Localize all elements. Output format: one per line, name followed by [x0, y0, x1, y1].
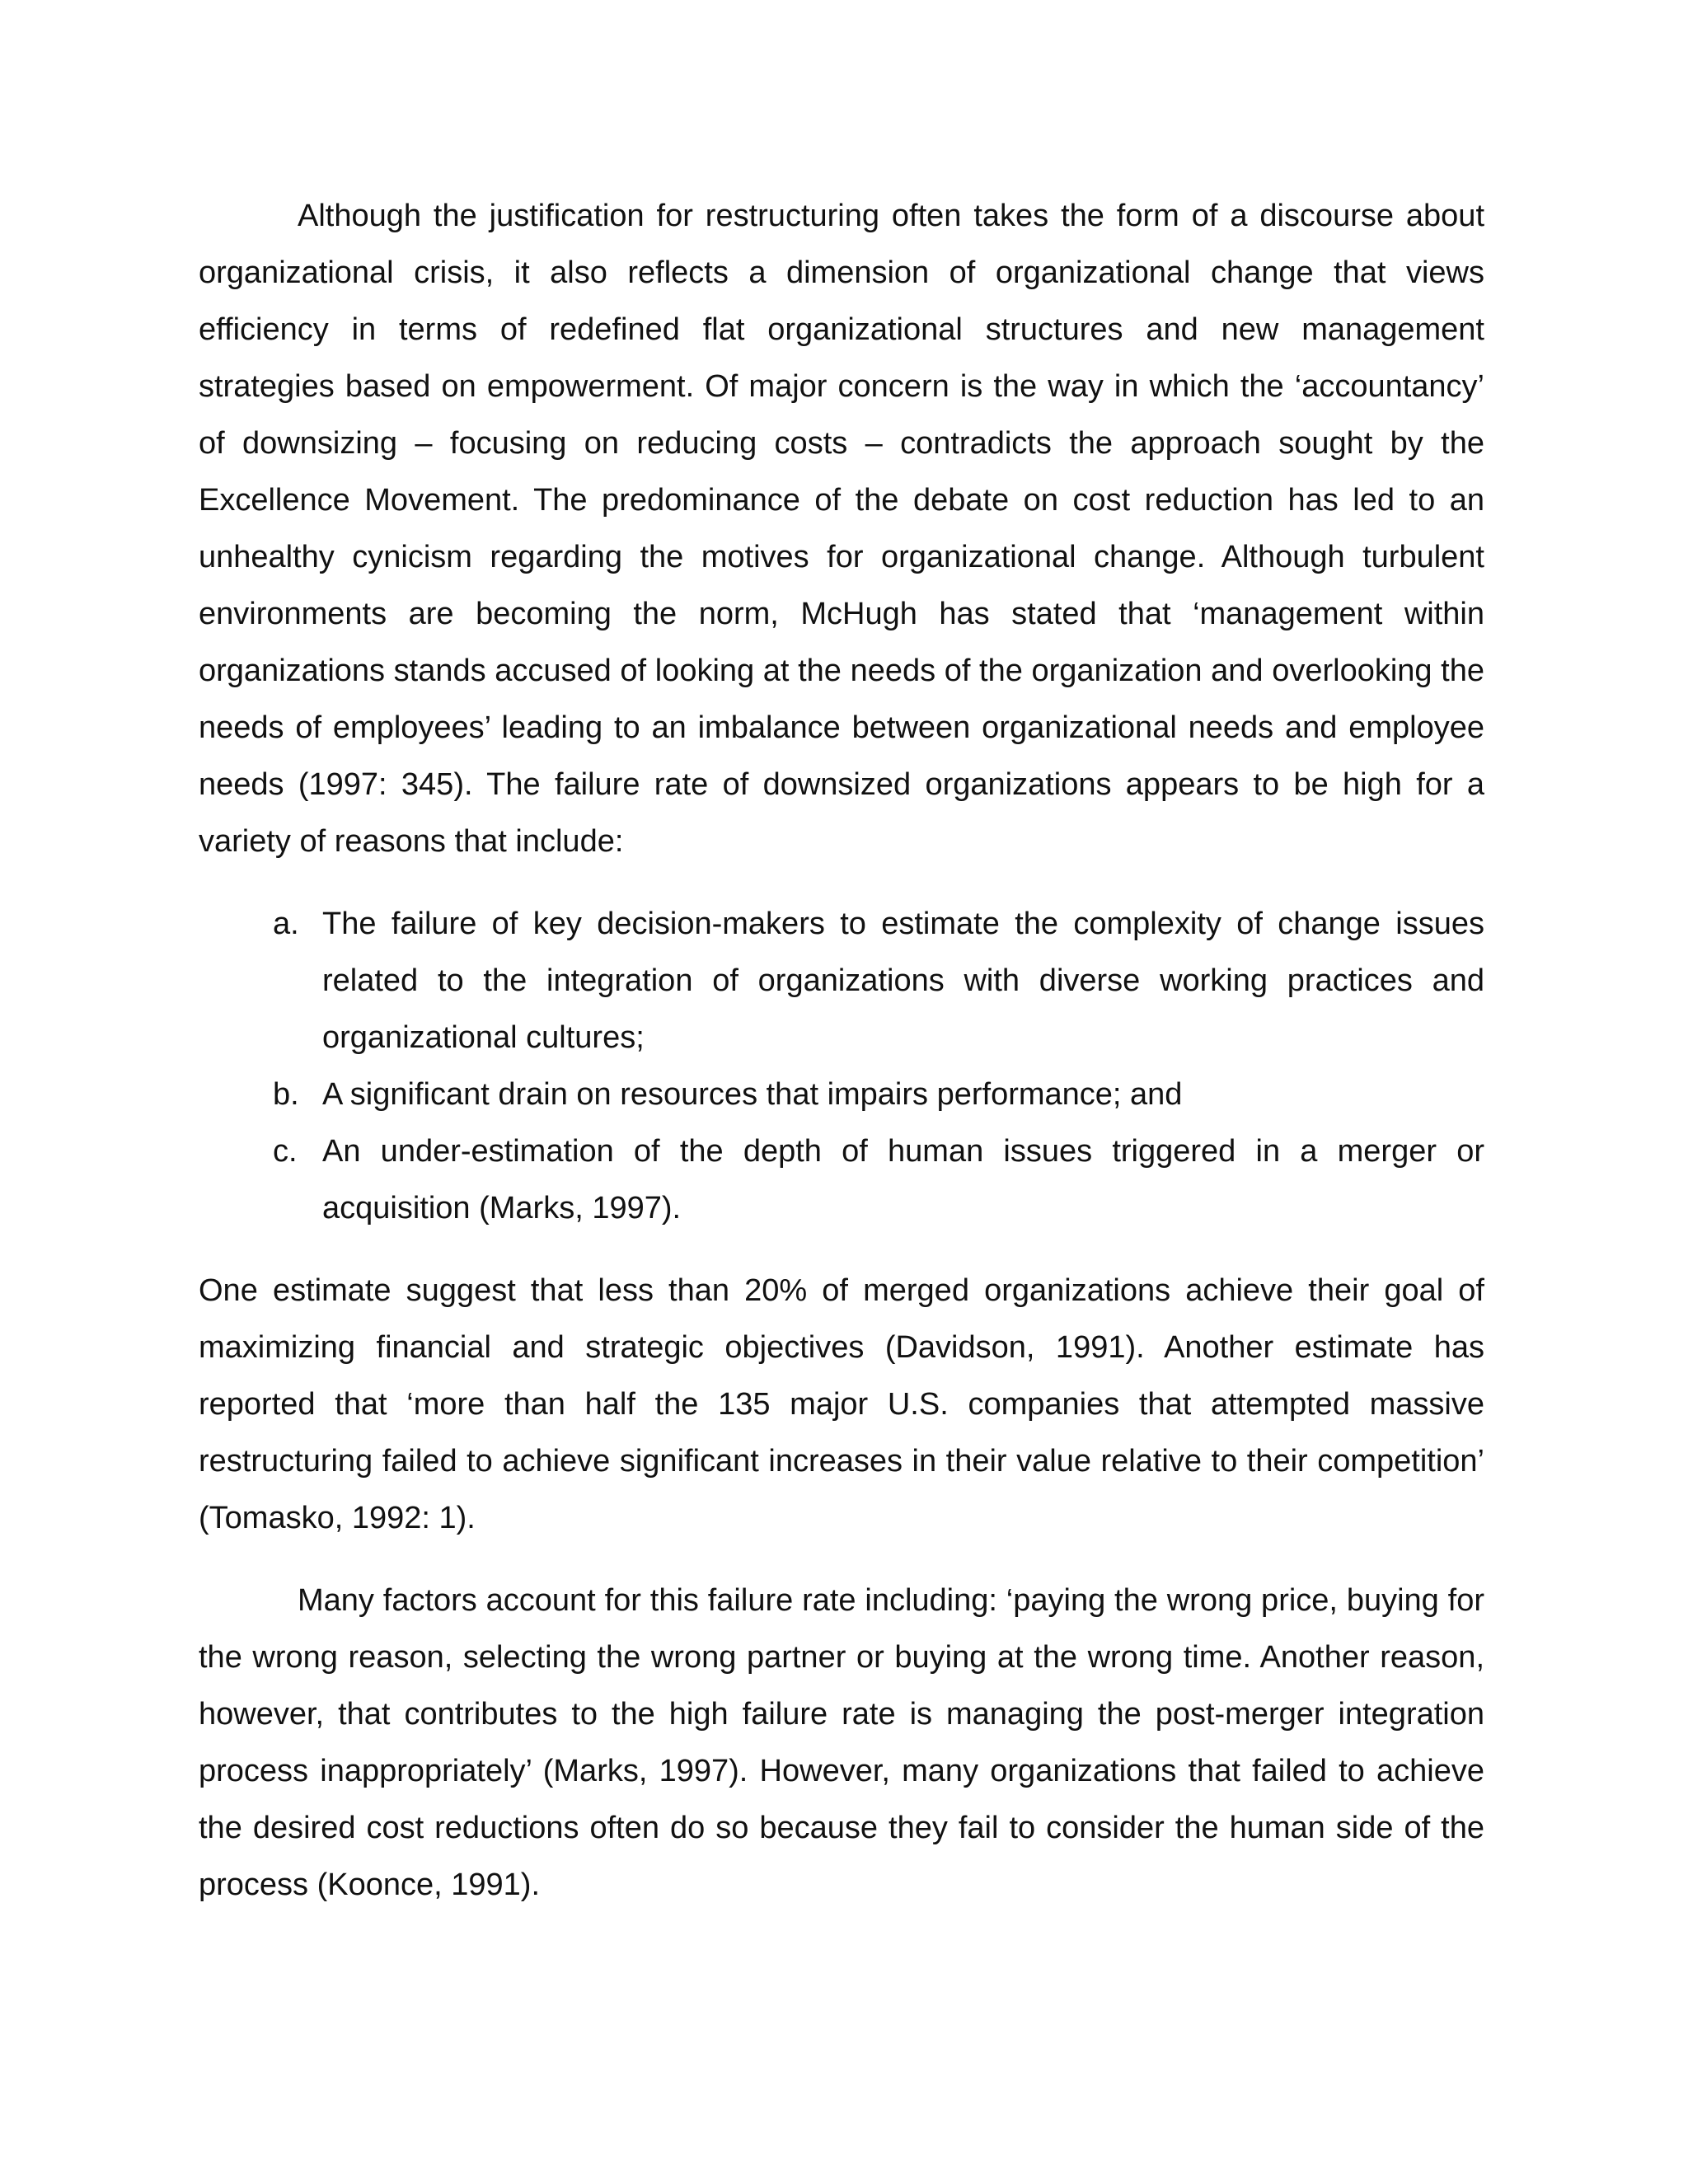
list-marker: b.: [273, 1077, 299, 1112]
list-marker: a.: [273, 907, 299, 941]
list-item: [273, 1123, 1484, 1237]
list-item-text: A significant drain on resources that impairs performance; and: [322, 1077, 1183, 1112]
list-item-text: An under-estimation of the depth of human issues triggered in a merger or acquisition (Marks, 1997).: [322, 1134, 1484, 1226]
document-page: [199, 188, 1484, 1914]
list-marker: c.: [273, 1134, 298, 1169]
list-item: [273, 896, 1484, 1066]
list-item: [273, 1066, 1484, 1123]
paragraph-restructuring: Although the justification for restructuring often takes the form of a discourse about organizational crisis, it also reflects a dimension of organizational change that views efficiency in terms of redefined flat organizational structures and new management strategies based on empowerment. Of major concern is the way in which the ‘accountancy’ of downsizing – focusing on reducing costs – contradicts the approach sought by the Excellence Movement. The predominance of the debate on cost reduction has led to an unhealthy cynicism regarding the motives for organizational change. Although turbulent environments are becoming the norm, McHugh has stated that ‘management within organizations stands accused of looking at the needs of the organization and overlooking the needs of employees’ leading to an imbalance between organizational needs and employee needs (1997: 345). The failure rate of downsized organizations appears to be high for a variety of reasons that include:: [199, 199, 1484, 859]
paragraph-failure-factors: Many factors account for this failure rate including: ‘paying the wrong price, buying for the wrong reason, selecting the wrong partner or buying at the wrong time. Another reason, however, that contributes to the high failure rate is managing the post-merger integration process inappropriately’ (Marks, 1997). However, many organizations that failed to achieve the desired cost reductions often do so because they fail to consider the human side of the process (Koonce, 1991).: [199, 1583, 1484, 1902]
failure-reasons-list: [199, 896, 1484, 1237]
list-item-text: The failure of key decision-makers to estimate the complexity of change issues related to the integration of organizations with diverse working practices and organizational cultures;: [322, 907, 1484, 1055]
paragraph-estimates: One estimate suggest that less than 20% of merged organizations achieve their goal of maximizing financial and strategic objectives (Davidson, 1991). Another estimate has reported that ‘more than half the 135 major U.S. companies that attempted massive restructuring failed to achieve significant increases in their value relative to their competition’ (Tomasko, 1992: 1).: [199, 1273, 1484, 1535]
